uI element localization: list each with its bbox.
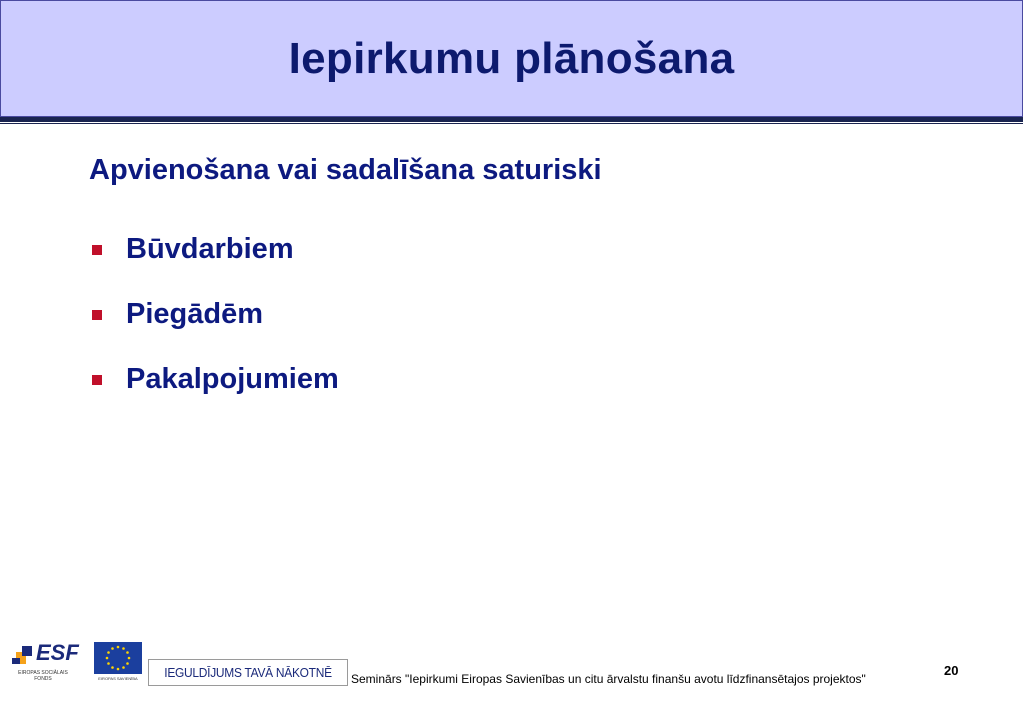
slide-heading: Apvienošana vai sadalīšana saturiski: [89, 154, 602, 186]
bullet-item: [92, 350, 339, 415]
bullet-text: Būvdarbiem: [126, 233, 294, 265]
esf-logo: [12, 640, 79, 686]
square-bullet-icon: [92, 375, 102, 385]
bullet-item: [92, 220, 339, 285]
bullet-text: Piegādēm: [126, 298, 263, 330]
title-underline: [0, 117, 1023, 122]
square-bullet-icon: [92, 310, 102, 320]
slide-title: Iepirkumu plānošana: [288, 33, 735, 83]
page-number: 20: [944, 663, 959, 678]
bullet-list: [92, 220, 339, 415]
bullet-text: Pakalpojumiem: [126, 363, 339, 395]
eu-flag-logo: [94, 642, 142, 686]
title-bar: [0, 0, 1023, 117]
eu-flag-caption: EIROPAS SAVIENĪBA: [98, 676, 138, 681]
bullet-item: [92, 285, 339, 350]
slogan-text: IEGULDĪJUMS TAVĀ NĀKOTNĒ: [164, 665, 332, 680]
footer-caption: Seminārs "Iepirkumi Eiropas Savienības un citu ārvalstu finanšu avotu līdzfinansētajos projektos": [351, 672, 866, 686]
eu-flag-icon: [94, 642, 142, 674]
esf-mark-icon: [12, 642, 38, 666]
slogan-box: [148, 659, 348, 686]
square-bullet-icon: [92, 245, 102, 255]
esf-logo-text: ESF: [36, 640, 79, 665]
title-underline-thin: [0, 123, 1023, 124]
esf-logo-subtext: EIROPAS SOCIĀLAIS FONDS: [18, 670, 68, 682]
